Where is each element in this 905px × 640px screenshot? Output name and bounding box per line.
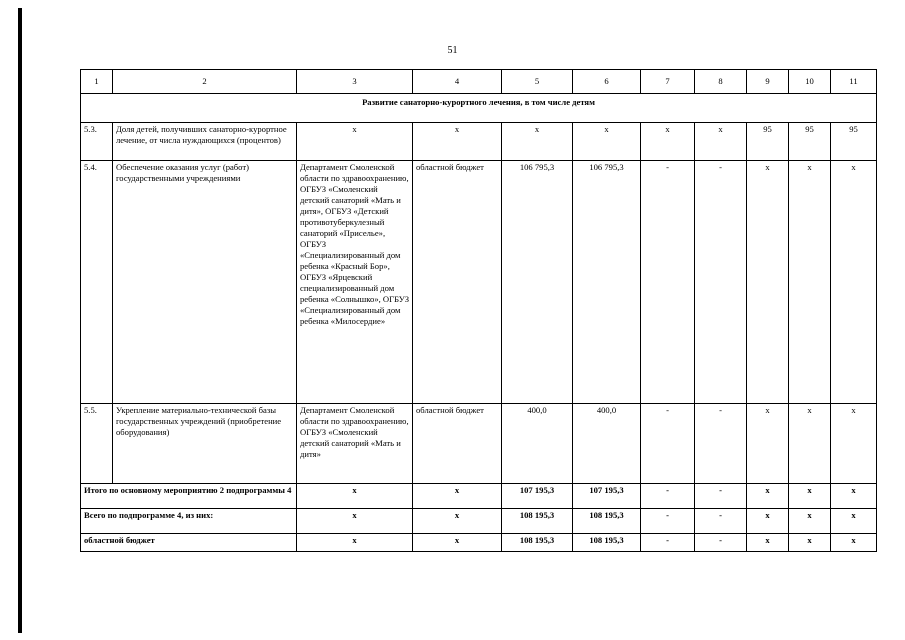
header-cell: 9 <box>747 70 789 94</box>
row-source: х <box>413 123 502 161</box>
total-c6: 107 195,3 <box>573 484 641 509</box>
row-c9: х <box>747 161 789 404</box>
row-c5: 106 795,3 <box>502 161 573 404</box>
total-c11: х <box>831 484 877 509</box>
total-c4: х <box>413 534 502 552</box>
row-c10: х <box>789 161 831 404</box>
total-c9: х <box>747 484 789 509</box>
row-name: Укрепление материально-технической базы государственных учреждений (приобретение оборудования) <box>113 404 297 484</box>
row-c9: 95 <box>747 123 789 161</box>
total-c3: х <box>297 484 413 509</box>
row-c6: 106 795,3 <box>573 161 641 404</box>
total-c7: - <box>641 484 695 509</box>
page-number: 51 <box>447 45 458 56</box>
total-c5: 108 195,3 <box>502 534 573 552</box>
row-number: 5.3. <box>81 123 113 161</box>
total-c10: х <box>789 534 831 552</box>
header-cell: 7 <box>641 70 695 94</box>
total-row <box>81 534 877 552</box>
header-cell: 3 <box>297 70 413 94</box>
row-c6: 400,0 <box>573 404 641 484</box>
total-c10: х <box>789 509 831 534</box>
header-row <box>81 70 877 94</box>
header-cell: 6 <box>573 70 641 94</box>
row-source: областной бюджет <box>413 161 502 404</box>
total-c8: - <box>695 509 747 534</box>
table-row <box>81 404 877 484</box>
row-c8: - <box>695 404 747 484</box>
left-margin-rule <box>18 8 22 633</box>
total-row <box>81 509 877 534</box>
row-c8: - <box>695 161 747 404</box>
row-c5: х <box>502 123 573 161</box>
total-c5: 108 195,3 <box>502 509 573 534</box>
header-cell: 11 <box>831 70 877 94</box>
row-executor: Департамент Смоленской области по здравоохранению, ОГБУЗ «Смоленский детский санаторий «Мать и дитя», ОГБУЗ «Детский противотуберкулезный санаторий «Приселье», ОГБУЗ «Специализированный дом ребенка «Красный Бор», ОГБУЗ «Ярцевский специализированный дом ребенка «Солнышко», ОГБУЗ «Специализированный дом ребенка «Милосердие» <box>297 161 413 404</box>
total-c11: х <box>831 509 877 534</box>
row-c7: х <box>641 123 695 161</box>
total-c3: х <box>297 534 413 552</box>
row-name: Обеспечение оказания услуг (работ) государственными учреждениями <box>113 161 297 404</box>
total-row <box>81 484 877 509</box>
table-row <box>81 161 877 404</box>
row-c10: 95 <box>789 123 831 161</box>
total-c6: 108 195,3 <box>573 509 641 534</box>
total-c6: 108 195,3 <box>573 534 641 552</box>
row-c11: х <box>831 404 877 484</box>
row-name: Доля детей, получивших санаторно-курортное лечение, от числа нуждающихся (процентов) <box>113 123 297 161</box>
row-c11: 95 <box>831 123 877 161</box>
row-source: областной бюджет <box>413 404 502 484</box>
header-cell: 2 <box>113 70 297 94</box>
table-row <box>81 123 877 161</box>
section-title: Развитие санаторно-курортного лечения, в том числе детям <box>81 94 877 123</box>
total-c9: х <box>747 509 789 534</box>
header-cell: 5 <box>502 70 573 94</box>
total-label: Всего по подпрограмме 4, из них: <box>81 509 297 534</box>
row-c7: - <box>641 161 695 404</box>
row-c5: 400,0 <box>502 404 573 484</box>
total-c4: х <box>413 509 502 534</box>
row-number: 5.4. <box>81 161 113 404</box>
row-c11: х <box>831 161 877 404</box>
total-c9: х <box>747 534 789 552</box>
header-cell: 10 <box>789 70 831 94</box>
total-label: Итого по основному мероприятию 2 подпрограммы 4 <box>81 484 297 509</box>
total-c7: - <box>641 534 695 552</box>
row-executor: х <box>297 123 413 161</box>
row-c8: х <box>695 123 747 161</box>
row-c10: х <box>789 404 831 484</box>
row-number: 5.5. <box>81 404 113 484</box>
total-c8: - <box>695 484 747 509</box>
row-c7: - <box>641 404 695 484</box>
total-c8: - <box>695 534 747 552</box>
header-cell: 4 <box>413 70 502 94</box>
total-c4: х <box>413 484 502 509</box>
row-c9: х <box>747 404 789 484</box>
row-c6: х <box>573 123 641 161</box>
program-table <box>80 69 877 552</box>
total-label: областной бюджет <box>81 534 297 552</box>
total-c7: - <box>641 509 695 534</box>
total-c10: х <box>789 484 831 509</box>
total-c3: х <box>297 509 413 534</box>
total-c11: х <box>831 534 877 552</box>
total-c5: 107 195,3 <box>502 484 573 509</box>
header-cell: 8 <box>695 70 747 94</box>
header-cell: 1 <box>81 70 113 94</box>
row-executor: Департамент Смоленской области по здравоохранению, ОГБУЗ «Смоленский детский санаторий «Мать и дитя» <box>297 404 413 484</box>
section-row <box>81 94 877 123</box>
